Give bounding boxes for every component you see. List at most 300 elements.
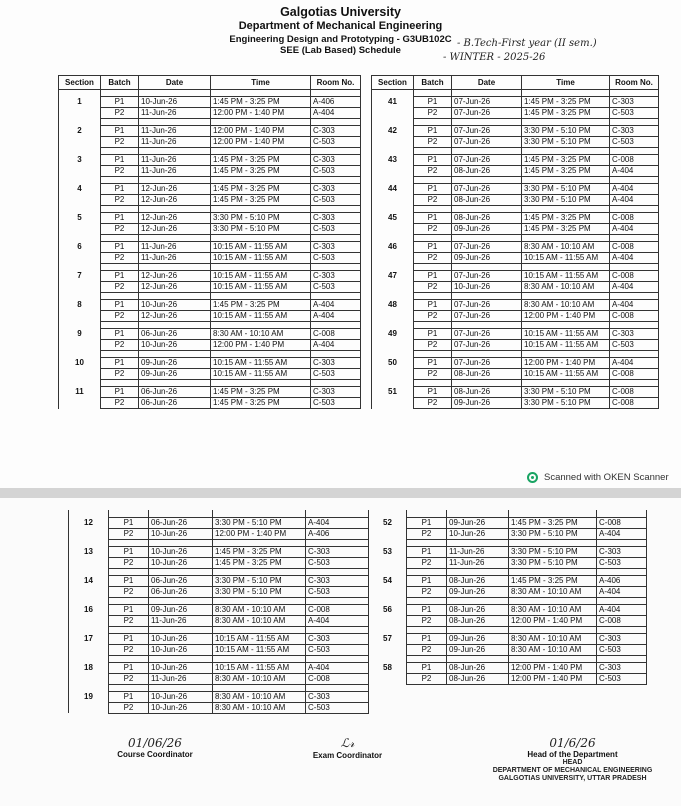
room-cell: A-404 bbox=[610, 184, 659, 195]
table-row bbox=[372, 166, 659, 177]
section-number bbox=[69, 644, 109, 655]
hod-date: 01/6/26 bbox=[549, 736, 596, 750]
time-cell: 10:15 AM - 11:55 AM bbox=[522, 271, 610, 282]
column-header: Section bbox=[59, 76, 101, 90]
room-cell: A-404 bbox=[311, 340, 361, 351]
column-header: Time bbox=[211, 76, 311, 90]
room-cell: A-406 bbox=[597, 575, 647, 586]
room-cell: C-503 bbox=[311, 369, 361, 380]
section-number: 18 bbox=[69, 662, 109, 673]
date-cell: 11-Jun-26 bbox=[139, 137, 211, 148]
section-number bbox=[59, 369, 101, 380]
course-coordinator-signature: 01/06/26 Course Coordinator bbox=[110, 736, 200, 759]
room-cell: A-404 bbox=[311, 300, 361, 311]
room-cell: C-503 bbox=[311, 282, 361, 293]
room-cell: C-008 bbox=[610, 369, 659, 380]
batch-cell: P1 bbox=[109, 633, 149, 644]
date-cell: 10-Jun-26 bbox=[452, 282, 522, 293]
room-cell: C-503 bbox=[311, 195, 361, 206]
section-spacer bbox=[372, 351, 659, 358]
batch-cell: P2 bbox=[109, 557, 149, 568]
time-cell: 1:45 PM - 3:25 PM bbox=[522, 155, 610, 166]
table-row bbox=[372, 369, 659, 380]
batch-cell: P1 bbox=[414, 329, 452, 340]
batch-cell: P2 bbox=[101, 108, 139, 119]
date-cell: 10-Jun-26 bbox=[149, 557, 213, 568]
table-row bbox=[372, 184, 659, 195]
table-row bbox=[372, 213, 659, 224]
section-number bbox=[59, 340, 101, 351]
table-row bbox=[369, 546, 647, 557]
hod-stamp-univ: GALGOTIAS UNIVERSITY, UTTAR PRADESH bbox=[498, 775, 647, 783]
course-coordinator-date: 01/06/26 bbox=[128, 736, 182, 750]
table-row bbox=[59, 398, 361, 409]
room-cell: C-008 bbox=[610, 387, 659, 398]
section-number bbox=[372, 282, 414, 293]
room-cell: C-008 bbox=[306, 604, 369, 615]
section-spacer bbox=[369, 626, 647, 633]
table-row bbox=[69, 546, 369, 557]
schedule-table-left-2 bbox=[68, 510, 369, 714]
batch-cell: P1 bbox=[414, 184, 452, 195]
date-cell: 11-Jun-26 bbox=[139, 126, 211, 137]
time-cell: 1:45 PM - 3:25 PM bbox=[211, 398, 311, 409]
room-cell: C-008 bbox=[610, 155, 659, 166]
date-cell: 06-Jun-26 bbox=[149, 575, 213, 586]
table-row bbox=[59, 224, 361, 235]
room-cell: A-404 bbox=[610, 224, 659, 235]
time-cell: 1:45 PM - 3:25 PM bbox=[522, 166, 610, 177]
time-cell: 8:30 AM - 10:10 AM bbox=[509, 644, 597, 655]
time-cell: 1:45 PM - 3:25 PM bbox=[211, 195, 311, 206]
column-header: Room No. bbox=[610, 76, 659, 90]
date-cell: 09-Jun-26 bbox=[452, 224, 522, 235]
section-number bbox=[372, 369, 414, 380]
time-cell: 8:30 AM - 10:10 AM bbox=[522, 282, 610, 293]
room-cell: C-303 bbox=[311, 387, 361, 398]
table-row bbox=[372, 97, 659, 108]
date-cell: 11-Jun-26 bbox=[139, 242, 211, 253]
date-cell: 08-Jun-26 bbox=[452, 213, 522, 224]
section-spacer bbox=[69, 597, 369, 604]
room-cell: A-404 bbox=[597, 586, 647, 597]
date-cell: 11-Jun-26 bbox=[139, 108, 211, 119]
time-cell: 1:45 PM - 3:25 PM bbox=[522, 108, 610, 119]
table-row bbox=[372, 126, 659, 137]
batch-cell: P1 bbox=[407, 604, 447, 615]
section-number: 56 bbox=[369, 604, 407, 615]
date-cell: 12-Jun-26 bbox=[139, 282, 211, 293]
batch-cell: P1 bbox=[101, 126, 139, 137]
time-cell: 3:30 PM - 5:10 PM bbox=[522, 184, 610, 195]
section-spacer bbox=[59, 351, 361, 358]
scanner-watermark: Scanned with OKEN Scanner bbox=[527, 472, 669, 483]
section-spacer bbox=[372, 206, 659, 213]
table-row bbox=[369, 557, 647, 568]
section-number bbox=[59, 398, 101, 409]
section-number bbox=[69, 586, 109, 597]
table-row bbox=[69, 691, 369, 702]
time-cell: 8:30 AM - 10:10 AM bbox=[213, 673, 306, 684]
date-cell: 06-Jun-26 bbox=[139, 329, 211, 340]
room-cell: A-404 bbox=[306, 517, 369, 528]
table-row bbox=[372, 155, 659, 166]
column-header: Section bbox=[372, 76, 414, 90]
date-cell: 07-Jun-26 bbox=[452, 137, 522, 148]
date-cell: 06-Jun-26 bbox=[139, 398, 211, 409]
room-cell: C-503 bbox=[597, 673, 647, 684]
date-cell: 07-Jun-26 bbox=[452, 184, 522, 195]
section-number: 14 bbox=[69, 575, 109, 586]
date-cell: 09-Jun-26 bbox=[452, 398, 522, 409]
section-number: 4 bbox=[59, 184, 101, 195]
time-cell: 10:15 AM - 11:55 AM bbox=[213, 662, 306, 673]
time-cell: 10:15 AM - 11:55 AM bbox=[211, 253, 311, 264]
column-header: Batch bbox=[101, 76, 139, 90]
section-spacer bbox=[69, 626, 369, 633]
batch-cell: P2 bbox=[407, 644, 447, 655]
room-cell: C-503 bbox=[311, 166, 361, 177]
date-cell: 07-Jun-26 bbox=[452, 329, 522, 340]
header-row bbox=[59, 76, 361, 90]
section-number: 11 bbox=[59, 387, 101, 398]
column-header: Room No. bbox=[311, 76, 361, 90]
batch-cell: P2 bbox=[101, 282, 139, 293]
room-cell: C-303 bbox=[306, 633, 369, 644]
table-row bbox=[59, 195, 361, 206]
batch-cell: P2 bbox=[101, 137, 139, 148]
table-row bbox=[369, 615, 647, 626]
table-row bbox=[69, 633, 369, 644]
page-divider bbox=[0, 488, 681, 498]
room-cell: A-404 bbox=[597, 528, 647, 539]
batch-cell: P2 bbox=[407, 673, 447, 684]
batch-cell: P2 bbox=[414, 311, 452, 322]
date-cell: 11-Jun-26 bbox=[447, 546, 509, 557]
date-cell: 09-Jun-26 bbox=[447, 633, 509, 644]
column-header: Date bbox=[139, 76, 211, 90]
batch-cell: P2 bbox=[407, 615, 447, 626]
date-cell: 09-Jun-26 bbox=[452, 253, 522, 264]
time-cell: 3:30 PM - 5:10 PM bbox=[522, 195, 610, 206]
table-row bbox=[59, 155, 361, 166]
room-cell: C-503 bbox=[311, 253, 361, 264]
exam-coordinator-signature: ℒ𝓇 Exam Coordinator bbox=[312, 736, 383, 760]
batch-cell: P2 bbox=[109, 586, 149, 597]
room-cell: C-503 bbox=[311, 224, 361, 235]
section-spacer bbox=[372, 90, 659, 97]
section-number bbox=[369, 586, 407, 597]
batch-cell: P2 bbox=[109, 615, 149, 626]
time-cell: 12:00 PM - 1:40 PM bbox=[509, 673, 597, 684]
room-cell: C-303 bbox=[597, 662, 647, 673]
section-number bbox=[69, 702, 109, 713]
batch-cell: P1 bbox=[414, 271, 452, 282]
time-cell: 3:30 PM - 5:10 PM bbox=[522, 398, 610, 409]
table-row bbox=[69, 604, 369, 615]
time-cell: 1:45 PM - 3:25 PM bbox=[213, 546, 306, 557]
section-spacer bbox=[59, 322, 361, 329]
room-cell: C-303 bbox=[311, 184, 361, 195]
time-cell: 10:15 AM - 11:55 AM bbox=[211, 369, 311, 380]
batch-cell: P1 bbox=[101, 300, 139, 311]
table-row bbox=[59, 358, 361, 369]
time-cell: 1:45 PM - 3:25 PM bbox=[211, 97, 311, 108]
room-cell: C-503 bbox=[311, 137, 361, 148]
table-row bbox=[369, 517, 647, 528]
room-cell: C-008 bbox=[610, 271, 659, 282]
table-row bbox=[372, 387, 659, 398]
batch-cell: P1 bbox=[407, 546, 447, 557]
section-number: 54 bbox=[369, 575, 407, 586]
column-header: Date bbox=[452, 76, 522, 90]
time-cell: 10:15 AM - 11:55 AM bbox=[211, 242, 311, 253]
batch-cell: P2 bbox=[101, 398, 139, 409]
batch-cell: P1 bbox=[407, 575, 447, 586]
section-spacer bbox=[69, 539, 369, 546]
date-cell: 10-Jun-26 bbox=[139, 97, 211, 108]
table-row bbox=[372, 329, 659, 340]
date-cell: 06-Jun-26 bbox=[149, 517, 213, 528]
column-header: Batch bbox=[414, 76, 452, 90]
room-cell: A-406 bbox=[311, 97, 361, 108]
batch-cell: P2 bbox=[414, 253, 452, 264]
section-number bbox=[369, 557, 407, 568]
time-cell: 12:00 PM - 1:40 PM bbox=[211, 108, 311, 119]
schedule-table-right-1 bbox=[371, 75, 659, 409]
hod-stamp-dept: DEPARTMENT OF MECHANICAL ENGINEERING bbox=[492, 767, 653, 775]
room-cell: A-406 bbox=[306, 528, 369, 539]
time-cell: 8:30 AM - 10:10 AM bbox=[213, 691, 306, 702]
time-cell: 1:45 PM - 3:25 PM bbox=[509, 575, 597, 586]
batch-cell: P1 bbox=[407, 633, 447, 644]
room-cell: A-404 bbox=[610, 282, 659, 293]
room-cell: A-404 bbox=[610, 195, 659, 206]
date-cell: 11-Jun-26 bbox=[139, 155, 211, 166]
section-number: 57 bbox=[369, 633, 407, 644]
room-cell: A-404 bbox=[306, 615, 369, 626]
batch-cell: P2 bbox=[414, 369, 452, 380]
batch-cell: P1 bbox=[101, 271, 139, 282]
room-cell: C-008 bbox=[610, 311, 659, 322]
room-cell: C-303 bbox=[610, 329, 659, 340]
date-cell: 10-Jun-26 bbox=[149, 546, 213, 557]
table-row bbox=[369, 633, 647, 644]
date-cell: 09-Jun-26 bbox=[447, 586, 509, 597]
schedule-table-right-2 bbox=[368, 510, 647, 685]
signature-row bbox=[0, 736, 681, 806]
batch-cell: P1 bbox=[414, 387, 452, 398]
section-number bbox=[372, 195, 414, 206]
room-cell: C-503 bbox=[597, 644, 647, 655]
time-cell: 10:15 AM - 11:55 AM bbox=[213, 644, 306, 655]
time-cell: 8:30 AM - 10:10 AM bbox=[509, 633, 597, 644]
batch-cell: P2 bbox=[414, 166, 452, 177]
room-cell: A-404 bbox=[610, 166, 659, 177]
table-row bbox=[369, 575, 647, 586]
time-cell: 1:45 PM - 3:25 PM bbox=[211, 300, 311, 311]
time-cell: 10:15 AM - 11:55 AM bbox=[522, 340, 610, 351]
room-cell: C-303 bbox=[610, 126, 659, 137]
time-cell: 8:30 AM - 10:10 AM bbox=[213, 604, 306, 615]
date-cell: 07-Jun-26 bbox=[452, 108, 522, 119]
time-cell: 3:30 PM - 5:10 PM bbox=[213, 517, 306, 528]
time-cell: 3:30 PM - 5:10 PM bbox=[522, 387, 610, 398]
section-number bbox=[372, 166, 414, 177]
date-cell: 11-Jun-26 bbox=[149, 673, 213, 684]
section-number: 53 bbox=[369, 546, 407, 557]
date-cell: 08-Jun-26 bbox=[447, 615, 509, 626]
room-cell: C-008 bbox=[597, 517, 647, 528]
batch-cell: P2 bbox=[414, 108, 452, 119]
table-row bbox=[59, 282, 361, 293]
room-cell: C-303 bbox=[306, 691, 369, 702]
section-number: 48 bbox=[372, 300, 414, 311]
room-cell: C-303 bbox=[610, 97, 659, 108]
time-cell: 1:45 PM - 3:25 PM bbox=[522, 224, 610, 235]
section-spacer bbox=[369, 568, 647, 575]
date-cell: 08-Jun-26 bbox=[452, 369, 522, 380]
table-row bbox=[372, 311, 659, 322]
table-row bbox=[372, 195, 659, 206]
table-row bbox=[59, 387, 361, 398]
table-row bbox=[69, 586, 369, 597]
time-cell: 8:30 AM - 10:10 AM bbox=[213, 702, 306, 713]
section-number bbox=[372, 224, 414, 235]
section-spacer bbox=[372, 235, 659, 242]
room-cell: C-303 bbox=[311, 126, 361, 137]
date-cell: 09-Jun-26 bbox=[139, 358, 211, 369]
section-spacer bbox=[372, 322, 659, 329]
date-cell: 12-Jun-26 bbox=[139, 195, 211, 206]
section-number bbox=[369, 644, 407, 655]
section-spacer bbox=[69, 510, 369, 517]
table-row bbox=[69, 557, 369, 568]
section-number: 12 bbox=[69, 517, 109, 528]
batch-cell: P2 bbox=[414, 398, 452, 409]
room-cell: C-008 bbox=[610, 213, 659, 224]
time-cell: 3:30 PM - 5:10 PM bbox=[509, 557, 597, 568]
date-cell: 11-Jun-26 bbox=[149, 615, 213, 626]
table-row bbox=[69, 615, 369, 626]
time-cell: 10:15 AM - 11:55 AM bbox=[211, 282, 311, 293]
table-row bbox=[59, 369, 361, 380]
section-number: 43 bbox=[372, 155, 414, 166]
time-cell: 1:45 PM - 3:25 PM bbox=[211, 184, 311, 195]
section-number: 50 bbox=[372, 358, 414, 369]
time-cell: 10:15 AM - 11:55 AM bbox=[213, 633, 306, 644]
batch-cell: P1 bbox=[101, 329, 139, 340]
date-cell: 07-Jun-26 bbox=[452, 340, 522, 351]
date-cell: 12-Jun-26 bbox=[139, 311, 211, 322]
section-spacer bbox=[369, 597, 647, 604]
section-number: 7 bbox=[59, 271, 101, 282]
batch-cell: P2 bbox=[109, 702, 149, 713]
batch-cell: P2 bbox=[101, 224, 139, 235]
table-row bbox=[372, 271, 659, 282]
date-cell: 07-Jun-26 bbox=[452, 97, 522, 108]
section-number: 9 bbox=[59, 329, 101, 340]
batch-cell: P1 bbox=[101, 358, 139, 369]
section-spacer bbox=[372, 380, 659, 387]
section-number: 52 bbox=[369, 517, 407, 528]
section-number bbox=[59, 311, 101, 322]
section-number bbox=[69, 528, 109, 539]
section-number: 41 bbox=[372, 97, 414, 108]
section-number: 1 bbox=[59, 97, 101, 108]
batch-cell: P1 bbox=[101, 97, 139, 108]
section-number: 6 bbox=[59, 242, 101, 253]
table-row bbox=[59, 253, 361, 264]
section-number bbox=[372, 253, 414, 264]
date-cell: 09-Jun-26 bbox=[149, 604, 213, 615]
date-cell: 09-Jun-26 bbox=[447, 517, 509, 528]
section-number bbox=[369, 673, 407, 684]
date-cell: 09-Jun-26 bbox=[447, 644, 509, 655]
table-row bbox=[59, 329, 361, 340]
header-row bbox=[372, 76, 659, 90]
section-spacer bbox=[59, 177, 361, 184]
time-cell: 12:00 PM - 1:40 PM bbox=[522, 311, 610, 322]
batch-cell: P2 bbox=[101, 253, 139, 264]
time-cell: 8:30 AM - 10:10 AM bbox=[213, 615, 306, 626]
batch-cell: P1 bbox=[101, 387, 139, 398]
batch-cell: P1 bbox=[109, 604, 149, 615]
section-number: 44 bbox=[372, 184, 414, 195]
section-spacer bbox=[59, 148, 361, 155]
room-cell: A-404 bbox=[306, 662, 369, 673]
time-cell: 8:30 AM - 10:10 AM bbox=[509, 586, 597, 597]
table-row bbox=[69, 528, 369, 539]
section-number bbox=[372, 398, 414, 409]
room-cell: C-303 bbox=[311, 213, 361, 224]
date-cell: 07-Jun-26 bbox=[452, 358, 522, 369]
table-row bbox=[369, 604, 647, 615]
time-cell: 1:45 PM - 3:25 PM bbox=[213, 557, 306, 568]
batch-cell: P1 bbox=[101, 184, 139, 195]
table-row bbox=[59, 340, 361, 351]
room-cell: C-503 bbox=[306, 702, 369, 713]
batch-cell: P2 bbox=[414, 282, 452, 293]
table-row bbox=[372, 340, 659, 351]
section-spacer bbox=[59, 119, 361, 126]
university-name: Galgotias University bbox=[280, 5, 401, 19]
table-row bbox=[372, 224, 659, 235]
time-cell: 12:00 PM - 1:40 PM bbox=[213, 528, 306, 539]
time-cell: 12:00 PM - 1:40 PM bbox=[211, 137, 311, 148]
section-number bbox=[69, 615, 109, 626]
table-row bbox=[372, 108, 659, 119]
room-cell: C-303 bbox=[597, 633, 647, 644]
batch-cell: P1 bbox=[414, 242, 452, 253]
department-name: Department of Mechanical Engineering bbox=[238, 20, 443, 33]
course-title: Engineering Design and Prototyping - G3UB102C bbox=[229, 33, 452, 45]
time-cell: 10:15 AM - 11:55 AM bbox=[211, 358, 311, 369]
batch-cell: P2 bbox=[407, 557, 447, 568]
room-cell: C-303 bbox=[306, 546, 369, 557]
schedule-table-left-1 bbox=[58, 75, 361, 409]
date-cell: 06-Jun-26 bbox=[139, 387, 211, 398]
batch-cell: P1 bbox=[414, 126, 452, 137]
section-spacer bbox=[372, 177, 659, 184]
batch-cell: P2 bbox=[109, 644, 149, 655]
section-number bbox=[69, 557, 109, 568]
table-row bbox=[59, 242, 361, 253]
section-number: 5 bbox=[59, 213, 101, 224]
room-cell: C-303 bbox=[597, 546, 647, 557]
section-number: 46 bbox=[372, 242, 414, 253]
table-row bbox=[69, 517, 369, 528]
